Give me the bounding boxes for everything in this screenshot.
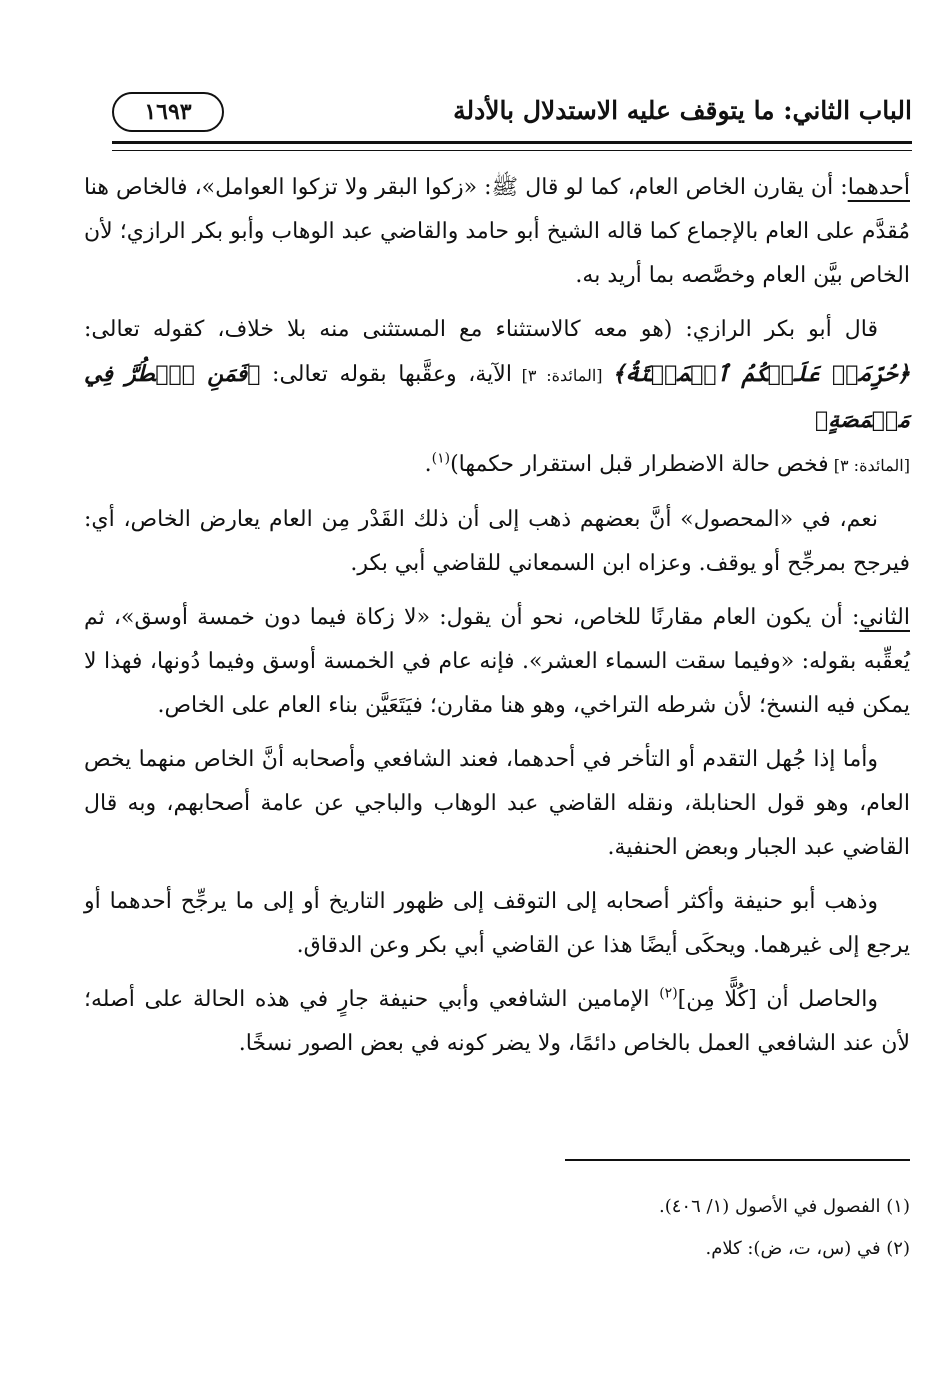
page-header [112,90,912,140]
paragraph-abu-hanifa [84,880,910,968]
paragraph-conclusion [84,978,910,1066]
header-rule [112,141,912,151]
paragraph-lead: أحدهما [847,175,910,200]
running-title: الباب الثاني: ما يتوقف عليه الاستدلال بالأدلة [453,96,912,125]
footnote-marker[interactable]: (١) [431,450,451,467]
paragraph-text: . [424,452,432,477]
quran-verse: ﴿فَمَنِ ٱضۡطُرَّ فِي مَخۡمَصَةٍ﴾ [84,361,910,433]
paragraph-razi-quote [84,308,910,488]
footnote-rule [565,1159,910,1161]
paragraph-text: والحاصل أن [كُلًّا مِن] [677,987,878,1012]
footnotes [84,1189,910,1273]
paragraph-text: : أن يكون العام مقارنًا للخاص، نحو أن يقول: «لا زكاة فيما دون خمسة أوسق»، ثم يُعقِّبه بقوله: «وفيما سقت السماء العشر». فإنه عام في الخمسة أوسق وفيما دُونها، فهذا لا يمكن فيه النسخ؛ لأن شرطه التراخي، وهو هنا مقارن؛ فيَتَعَيَّن بناء العام على الخاص. [84,605,910,718]
footnote-marker[interactable]: (٢) [659,985,678,1002]
main-text [84,166,910,1076]
paragraph-unknown-order [84,738,910,870]
paragraph-mahsul [84,498,910,586]
paragraph-text: فخص حالة الاضطرار قبل استقرار حكمها) [450,452,829,477]
footnote-2: (٢) في (س، ت، ض): كلام. [705,1238,910,1259]
page-number: ١٦٩٣ [112,92,224,132]
paragraph-text: قال أبو بكر الرازي: (هو معه كالاستثناء مع المستثنى منه بلا خلاف، كقوله تعالى: [84,317,878,342]
paragraph-text: وذهب أبو حنيفة وأكثر أصحابه إلى التوقف إلى ظهور التاريخ أو إلى ما يرجِّح أحدهما أو يرجع إلى غيرهما. ويحكَى أيضًا هذا عن القاضي أبي بكر وعن الدقاق. [84,889,910,958]
paragraph-second-case [84,596,910,728]
verse-reference: [المائدة: ٣] [828,456,910,475]
quran-verse: ﴿حُرِّمَتۡ عَلَيۡكُمُ ٱلۡمَيۡتَةُ﴾ [612,361,911,387]
paragraph-first-case [84,166,910,298]
paragraph-text: الآية، وعقَّبها بقوله تعالى: [260,362,512,387]
paragraph-text: الإمامين الشافعي وأبي حنيفة جارٍ في هذه الحالة على أصله؛ لأن عند الشافعي العمل بالخاص دائمًا، ولا يضر كونه في بعض الصور نسخًا. [84,987,910,1056]
paragraph-text: نعم، في «المحصول» أنَّ بعضهم ذهب إلى أن ذلك القَدْر مِن العام يعارض الخاص، أي: فيرجح بمرجِّح أو يوقف. وعزاه ابن السمعاني للقاضي أبي بكر. [84,507,910,576]
footnote-1: (١) الفصول في الأصول (١/ ٤٠٦). [659,1196,910,1217]
paragraph-text: وأما إذا جُهل التقدم أو التأخر في أحدهما، فعند الشافعي وأصحابه أنَّ الخاص منهما يخص العام، وهو قول الحنابلة، ونقله القاضي عبد الوهاب والباجي عن عامة أصحابهم، وبه قال القاضي عبد الجبار وبعض الحنفية. [84,747,910,860]
verse-reference: [المائدة: ٣] [511,366,613,385]
paragraph-lead: الثاني [859,605,910,630]
paragraph-text: : أن يقارن الخاص العام، كما لو قال ﷺ: «زكوا البقر ولا تزكوا العوامل»، فالخاص هنا مُقدَّم على العام بالإجماع كما قاله الشيخ أبو حامد والقاضي عبد الوهاب وأبو بكر الرازي؛ لأن الخاص بيَّن العام وخصَّصه بما أريد به. [84,175,910,288]
